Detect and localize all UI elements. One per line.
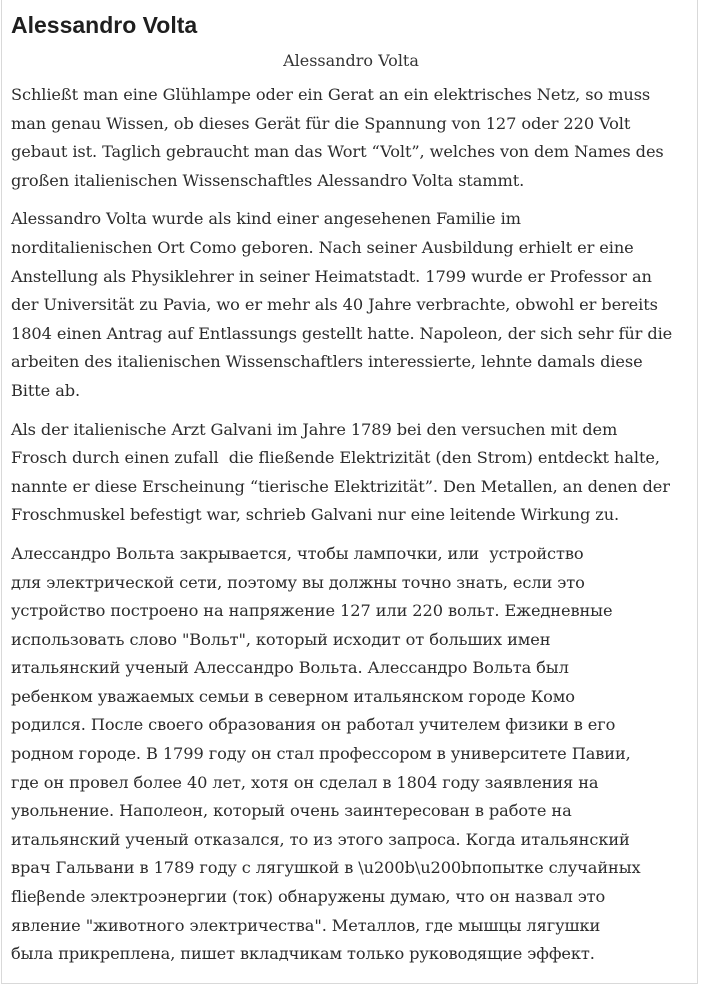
document-subtitle: Alessandro Volta	[283, 51, 419, 70]
page-title: Alessandro Volta	[11, 12, 198, 38]
paragraph-intro-de: Schließt man eine Glühlampe oder ein Gerat an ein elektrisches Netz, so muss man genau Wissen, ob dieses Gerät für die Spannung von 127 oder 220 Volt gebaut ist. Taglich gebraucht man das Wort “Volt”, welches von dem Names des großen italienischen Wissenschaftles Alessandro Volta stammt.	[11, 85, 664, 190]
document-frame	[1, 0, 698, 984]
document-content	[11, 8, 691, 978]
paragraph-galvani-de: Als der italienische Arzt Galvani im Jahre 1789 bei den versuchen mit dem Frosch durch einen zufall die fließende Elektrizität (den Strom) entdeckt halte, nannte er diese Erscheinung “tierische Elektrizität”. Den Metallen, an denen der Froschmuskel befestigt war, schrieb Galvani nur eine leitende Wirkung zu.	[11, 419, 670, 525]
paragraph-translation-ru: Алессандро Вольта закрывается, чтобы лампочки, или устройство для электрической сети, поэтому вы должны точно знать, если это устройство построено на напряжение 127 или 220 вольт. Ежедневные использовать слово "Вольт", который исходит от больших имен итальянский ученый Алессандро Вольта. Алессандро Вольта был ребенком уважаемых семьи в северном итальянском городе Комо родился. После своего образования он работал учителем физики в его родном городе. В 1799 году он стал профессором в университете Павии, где он провел более 40 лет, хотя он сделал в 1804 году заявления на увольнение. Наполеон, который очень заинтересован в работе на итальянский ученый отказался, то из этого запроса. Когда итальянский врач Гальвани в 1789 году с лягушкой в \u200b\u200bпопытке случайных flieβende электроэнергии (ток) обнаружены думаю, что он назвал это явление "животного электричества". Металлов, где мышцы лягушки была прикреплена, пишет вкладчикам только руководящие эффект.	[11, 543, 641, 964]
paragraph-biography-de: Alessandro Volta wurde als kind einer angesehenen Familie im norditalienischen Ort Como geboren. Nach seiner Ausbildung erhielt er eine Anstellung als Physiklehrer in seiner Heimatstadt. 1799 wurde er Professor an der Universität zu Pavia, wo er mehr als 40 Jahre verbrachte, obwohl er bereits 1804 einen Antrag auf Entlassungs gestellt hatte. Napoleon, der sich sehr für die arbeiten des italienischen Wissenschaftlers interessierte, lehnte damals diese Bitte ab.	[11, 209, 673, 400]
